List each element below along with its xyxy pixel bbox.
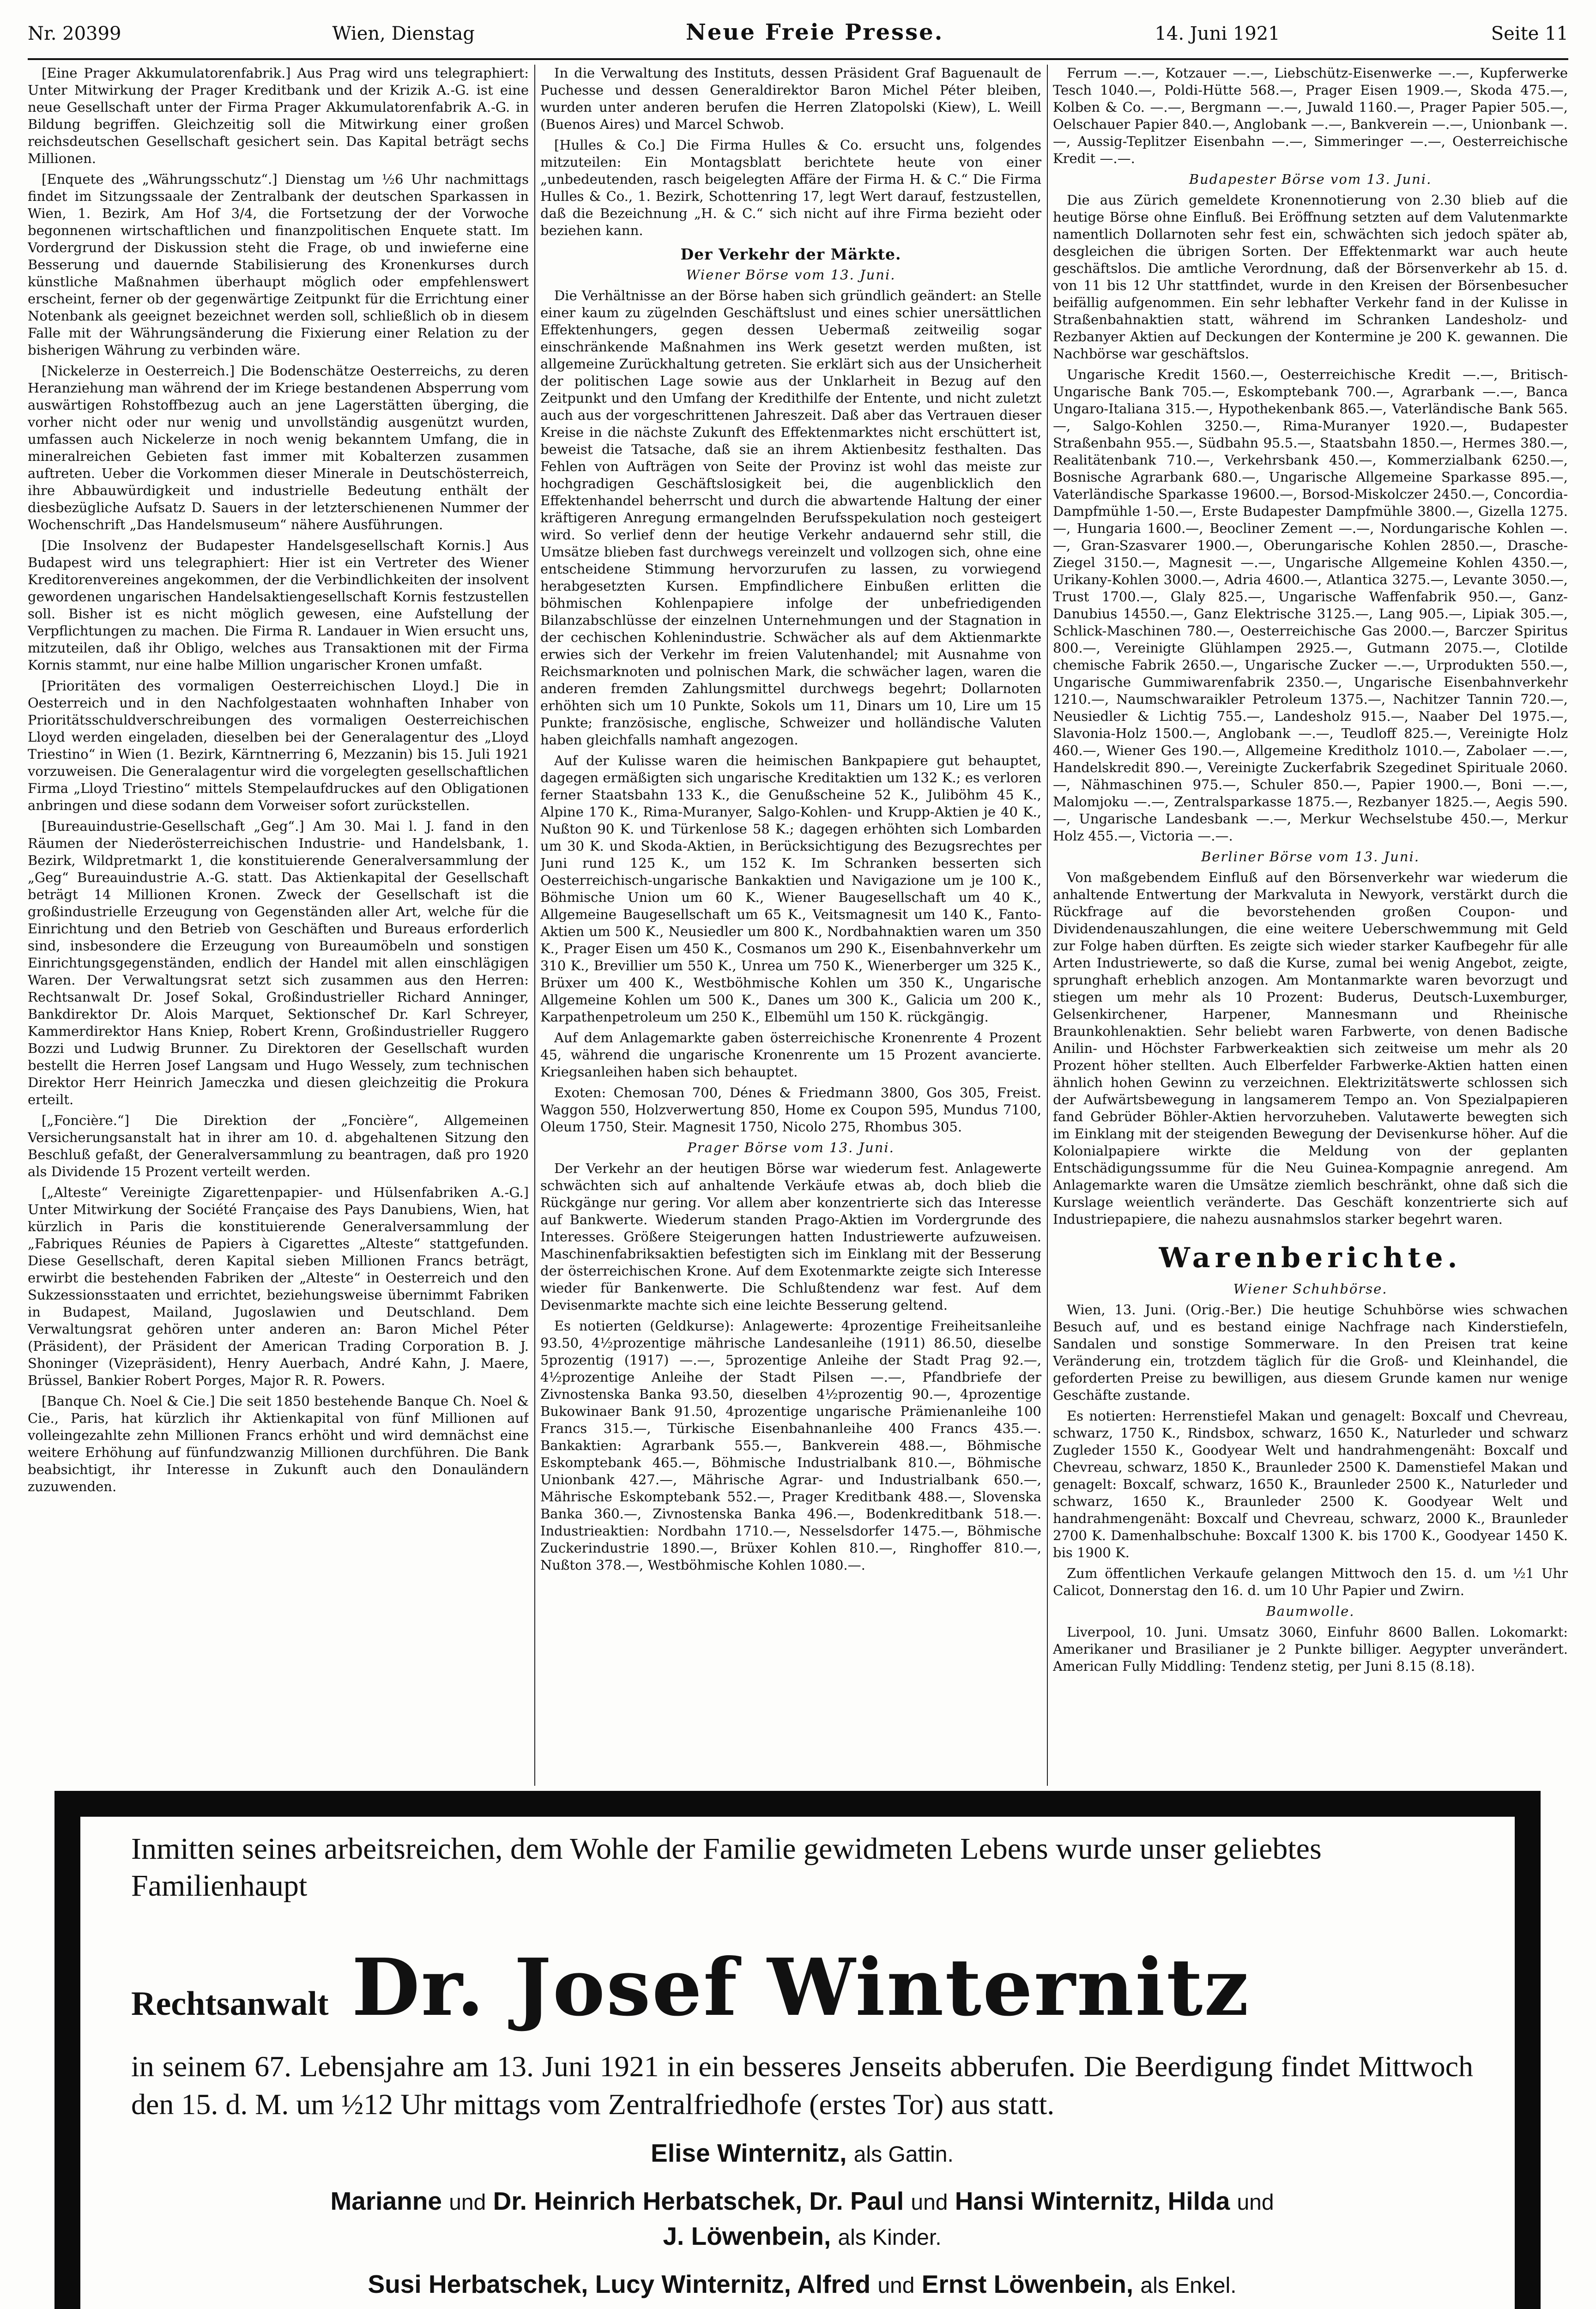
section-heading: Warenberichte. [1159, 1242, 1462, 1274]
article-paragraph: Es notierten (Geldkurse): Anlagewerte: 4prozentige Freiheitsanleihe 93.50, 4½prozentige mährische Landesanleihe (1911) 86.50, dieselbe 5prozentig (1917) —.—, 5prozentige Anleihe der Stadt Prag 92.—, 4½prozentige Anleihe der Stadt Pilsen —.—, Pfandbriefe der Zivnostenska Banka 93.50, dieselben 4½prozentig 90.—, 4prozentige Bukowinaer Bank 91.50, 4prozentige ungarische Prämienanleihe 100 Francs 315.—, Türkische Eisenbahnanleihe 400 Francs 435.—. Bankaktien: Agrarbank 555.—, Bankverein 488.—, Böhmische Eskomptebank 465.—, Böhmische Industrialbank 810.—, Böhmische Unionbank 427.—, Mährische Agrar- und Industrialbank 650.—, Mährische Eskomptebank 552.—, Prager Kreditbank 488.—, Slovenska Banka 360.—, Zivnostenska Banka 496.—, Bodenkreditbank 518.—. Industrieaktien: Nordbahn 1710.—, Nesselsdorfer 1475.—, Böhmische Zuckerindustrie 1890.—, Brüxer Kohlen 810.—, Ringhoffer 810.—, Nußton 378.—, Westböhmische Kohlen 1080.—. [540, 1318, 1041, 1573]
article-paragraph: [Prioritäten des vormaligen Oesterreichischen Lloyd.] Die in Oesterreich und in den Nachfolgestaaten wohnhaften Inhaber von Prioritätsschuldverschreibungen des vormaligen Oesterreichischen Lloyd werden eingeladen, dieselben bei der Generalagentur des „Lloyd Triestino“ in Wien (1. Bezirk, Kärntnerring 6, Mezzanin) bis 15. Juli 1921 vorzuweisen. Die Generalagentur wird die vorgelegten gesellschaftlichen Firma „Lloyd Triestino“ mittels Stempelaufdruckes auf den Obligationen anbringen und diese sodann dem Vorweiser sofort zurückstellen. [28, 678, 529, 813]
children-role: als Kinder. [838, 2225, 942, 2250]
article-paragraph: In die Verwaltung des Instituts, dessen Präsident Graf Baguenault de Puchesse und dessen Generaldirektor Baron Michel Péter bleiben, wurden unter anderen berufen die Herren Zlatopolski (Kiew), L. Weill (Buenos Aires) und Marcel Schwob. [540, 65, 1041, 132]
child-name: Dr. Heinrich Herbatschek, Dr. Paul [493, 2187, 904, 2215]
article-paragraph: Ungarische Kredit 1560.—, Oesterreichische Kredit —.—, Britisch-Ungarische Bank 705.—, Eskomptebank 700.—, Agrarbank —.—, Banca Ungaro-Italiana 315.—, Hypothekenbank 865.—, Vaterländische Bank 565.—, Salgo-Kohlen 3250.—, Rima-Muranyer 1920.—, Budapester Straßenbahn 955.—, Südbahn 95.5.—, Staatsbahn 1850.—, Hermes 380.—, Realitätenbank 710.—, Verkehrsbank 450.—, Kommerzialbank 6250.—, Bosnische Agrarbank 680.—, Ungarische Allgemeine Sparkasse 895.—, Vaterländische Sparkasse 19600.—, Borsod-Miskolczer 2450.—, Concordia-Dampfmühle 1-50.—, Erste Budapester Dampfmühle 3800.—, Gizella 1275.—, Hungaria 1600.—, Beocliner Zement —.—, Nordungarische Kohlen —.—, Gran-Szasvarer 1900.—, Oberungarische Kohlen 2850.—, Drasche-Ziegel 3150.—, Magnesit —.—, Ungarische Allgemeine Kohlen 4350.—, Urikany-Kohlen 3000.—, Adria 4600.—, Atlantica 3275.—, Levante 3050.—, Trust 1700.—, Glaly 825.—, Ungarische Waffenfabrik 950.—, Ganz-Danubius 14550.—, Ganz Elektrische 3125.—, Lang 905.—, Lipiak 305.—, Schlick-Maschinen 780.—, Oesterreichische Gas 2000.—, Barczer Spiritus 800.—, Vereinigte Glühlampen 2925.—, Gutmann 2075.—, Clotilde chemische Fabrik 2650.—, Ungarische Zucker —.—, Urprodukten 550.—, Ungarische Gummiwarenfabrik 2350.—, Ungarische Eisenbahnverkehr 1210.—, Naumschwaraikler Petroleum 1375.—, Nachitzer Tannin 720.—, Neusiedler & Lichtig 755.—, Landesholz 915.—, Naaber Del 1975.—, Slavonia-Holz 1500.—, Anglobank —.—, Teudloff 825.—, Vereinigte Holz 460.—, Wiener Ges 190.—, Allgemeine Kreditholz 1010.—, Zabolaer —.—, Handelskredit 890.—, Vereinigte Zuckerfabrik Szegedinet Spirituale 2060.—, Nähmaschinen 975.—, Schuler 850.—, Papier 1900.—, Boni —.—, Malomjoku —.—, Zentralsparkasse 1875.—, Rezbanyer 1825.—, Aegis 590.—, Ungarische Landesbank —.—, Merkur Wechselstube 450.—, Merkur Holz 455.—, Victoria —.—. [1053, 367, 1568, 844]
article-paragraph: [Die Insolvenz der Budapester Handelsgesellschaft Kornis.] Aus Budapest wird uns telegraphiert: Hier ist ein Vertreter des Wiener Kreditorenvereines angekommen, der die Verbindlichkeiten der insolvent gewordenen ungarischen Handelsaktiengesellschaft Kornis festzustellen soll. Bisher ist es nicht möglich gewesen, eine Aufstellung der Verpflichtungen zu machen. Die Firma R. Landauer in Wien ersucht uns, mitzuteilen, daß ihr Obligo, welches aus Transaktionen mit der Firma Kornis stammt, nur eine halbe Million ungarischer Kronen umfaßt. [28, 538, 529, 673]
article-paragraph: Es notierten: Herrenstiefel Makan und genagelt: Boxcalf und Chevreau, schwarz, 1750 K., Rindsbox, schwarz, 1650 K., Naturleder und schwarz Zugleder 1550 K., Goodyear Welt und handrahmengenäht: Boxcalf und Chevreau, schwarz, 1850 K., Braunleder 2500 K. Damenstiefel Makan und genagelt: Boxcalf, schwarz, 1650 K., Braunleder 2500 K., Naturleder und schwarz, 1650 K., Braunleder 2500 K. Goodyear Welt und handrahmengenäht: Boxcalf und Chevreau, schwarz, 2000 K., Braunleder 2700 K. Damenhalbschuhe: Boxcalf 1300 K. bis 1700 K., Goodyear 1450 K. bis 1900 K. [1053, 1408, 1568, 1560]
column-3 [1053, 65, 1568, 1786]
child-name: J. Löwenbein, [663, 2222, 831, 2250]
article-paragraph: Die aus Zürich gemeldete Kronennotierung von 2.30 blieb auf die heutige Börse ohne Einfluß. Bei Eröffnung setzten auf dem Valutenmarkte namentlich Dollarnoten sehr fest ein, schwächten sich jedoch später ab, desgleichen die übrigen Sorten. Der Effektenmarkt war auch heute geschäftslos. Die amtliche Verordnung, daß der Börsenverkehr ab 15. d. von 11 bis 12 Uhr stattfindet, wurde in den Kreisen der Börsenbesucher beifällig aufgenommen. Ein sehr lebhafter Verkehr fand in der Kulisse in Straßenbahnaktien statt, während im Schranken Landesholz- und Rezbanyer Aktien auf Deckungen der Kontermine je 200 K. gewannen. Die Nachbörse war geschäftslos. [1053, 192, 1568, 362]
article-paragraph: Liverpool, 10. Juni. Umsatz 3060, Einfuhr 8600 Ballen. Lokomarkt: Amerikaner und Brasilianer je 2 Punkte billiger. Aegypter unverändert. American Fully Middling: Tendenz stetig, per Juni 8.15 (8.18). [1053, 1624, 1568, 1674]
article-paragraph: [„Foncière.“] Die Direktion der „Foncière“, Allgemeinen Versicherungsanstalt hat in ihrer am 10. d. abgehaltenen Sitzung den Beschluß gefaßt, der Generalversammlung zu beantragen, daß pro 1920 als Dividende 15 Prozent verteilt werden. [28, 1112, 529, 1179]
mourners-children [131, 2184, 1473, 2255]
notice-intro: Inmitten seines arbeitsreichen, dem Wohle der Familie gewidmeten Lebens wurde unser geliebtes Familienhaupt [131, 1832, 1322, 1903]
page-number: Seite 11 [1491, 23, 1568, 44]
column-1 [28, 65, 529, 1786]
page-header [0, 0, 1596, 60]
article-paragraph: [Banque Ch. Noel & Cie.] Die seit 1850 bestehende Banque Ch. Noel & Cie., Paris, hat kürzlich ihr Aktienkapital von fünf Millionen auf volleingezahlte zehn Millionen Francs erhöht und wird demnächst eine weitere Erhöhung auf fünfundzwanzig Millionen durchführen. Die Bank beabsichtigt, ihr Interesse in Zukunft auch den Donauländern zuzuwenden. [28, 1393, 529, 1494]
column-divider [1047, 65, 1048, 1786]
child-name: Hansi Winternitz, Hilda [955, 2187, 1230, 2215]
newspaper-title: Neue Freie Presse. [686, 19, 944, 45]
article-paragraph: [„Alteste“ Vereinigte Zigarettenpapier- und Hülsenfabriken A.-G.] Unter Mitwirkung der Société Française des Pays Danubiens, Wien, hat kürzlich in Paris die konstituierende Generalversammlung der „Fabriques Réunies de Papiers à Cigarettes „Alteste“ stattgefunden. Diese Gesellschaft, deren Kapital sieben Millionen Francs beträgt, erwirbt die bestehenden Fabriken der „Alteste“ in Oesterreich und den Sukzessionsstaaten und errichtet, beziehungsweise übernimmt Fabriken in Budapest, Mailand, Jugoslawien und Deutschland. Dem Verwaltungsrat gehören unter anderen an: Baron Michel Péter (Präsident), der Präsident der American Trading Corporation B. J. Shoninger (Vizepräsident), Henry Auerbach, André Kahn, J. Maere, Brüssel, Bankier Robert Porges, Major R. R. Powers. [28, 1185, 529, 1388]
article-paragraph: Auf dem Anlagemarkte gaben österreichische Kronenrente 4 Prozent 45, während die ungarische Kronenrente um 15 Prozent avancierte. Kriegsanleihen haben sich behauptet. [540, 1030, 1041, 1080]
article-paragraph: Die Verhältnisse an der Börse haben sich gründlich geändert: an Stelle einer kaum zu zügelnden Geschäftslust und eines schier unersättlichen Effektenhungers, gegen dessen Uebermaß zeitweilig sogar einschränkende Maßnahmen ins Werk gesetzt werden mußten, ist allgemeine Zurückhaltung getreten. Sie erklärt sich aus der Unsicherheit der politischen Lage sowie aus der Unklarheit in Bezug auf den Zeitpunkt und den Umfang der Kredithilfe der Entente, und nicht zuletzt auch aus der vorgeschrittenen Jahreszeit. Daß aber das Vertrauen dieser Kreise in die nächste Zukunft des Effektenmarktes nicht erschüttert ist, beweist die Tatsache, daß sie an ihrem Aktienbesitz festhalten. Das Fehlen von Aufträgen von Seite der Provinz ist wohl das meiste zur hochgradigen Geschäftslosigkeit bei, die augenblicklich den Effektenhandel beherrscht und durch die abwartende Haltung der einer kräftigeren Anregung ermangelnden Berufsspekulation noch gesteigert wird. So verlief denn der heutige Verkehr andauernd sehr still, die Umsätze blieben fast durchwegs vereinzelt und vollzogen sich, ohne eine entscheidene Stimmung hervorzurufen zu lassen, zu vorwiegend herabgesetzten Kursen. Empfindlichere Einbußen erlitten die böhmischen Kohlenpapiere infolge der unbefriedigenden Bilanzabschlüsse der einzelnen Unternehmungen und der Stagnation in der cechischen Kohlenindustrie. Schwächer als auf dem Aktienmarkte erwies sich der Verkehr im freien Valutenhandel; mit Ausnahme von Reichsmarknoten und polnischen Mark, die schwächer lagen, waren die anderen fremden Zahlungsmittel durchwegs begehrt; Dollarnoten erhöhten sich um 10 Punkte, Sokols um 11, Dinars um 10, Lire um 15 Punkte; französische, englische, Schweizer und holländische Valuten haben gleichfalls namhaft angezogen. [540, 288, 1041, 748]
death-notice [54, 1791, 1541, 2309]
deceased-name: Dr. Josef Winternitz [351, 1941, 1250, 2034]
column-2 [540, 65, 1041, 1786]
article-heading: Berliner Börse vom 13. Juni. [1201, 849, 1420, 864]
article-paragraph: [Hulles & Co.] Die Firma Hulles & Co. ersucht uns, folgendes mitzuteilen: Ein Montagsblatt berichtete heute von einer „unbedeutenden, rasch beigelegten Affäre der Firma H. & C.“ Die Firma Hulles & Co., 1. Bezirk, Schottenring 17, legt Wert darauf, festzustellen, daß die Bezeichnung „H. & C.“ sich nicht auf ihre Firma bezieht oder beziehen kann. [540, 137, 1041, 238]
article-paragraph: Exoten: Chemosan 700, Dénes & Friedmann 3800, Gos 305, Freist. Waggon 550, Holzverwertung 850, Home ex Coupon 595, Mundus 7100, Oleum 1750, Steir. Magnesit 1750, Nicolo 275, Rhombus 305. [540, 1085, 1041, 1135]
issue-number: Nr. 20399 [28, 23, 121, 44]
article-paragraph: [Eine Prager Akkumulatorenfabrik.] Aus Prag wird uns telegraphiert: Unter Mitwirkung der Prager Kreditbank und der Krizik A.-G. ist eine neue Gesellschaft unter der Firma Prager Akkumulatorenfabrik A.-G. in Bildung begriffen. Gleichzeitig soll die Mitwirkung einer großen reichsdeutschen Gesellschaft gesichert sein. Das Kapital beträgt sechs Millionen. [28, 65, 529, 166]
article-heading: Prager Börse vom 13. Juni. [687, 1140, 895, 1155]
article-paragraph: Der Verkehr an der heutigen Börse war wiederum fest. Anlagewerte schwächten sich auf anhaltende Verkäufe etwas ab, doch blieb die Rückgänge nur gering. Vor allem aber konzentrierte sich das Interesse auf Bankwerte. Wiederum standen Prago-Aktien im Vordergrunde des Interesses. Größere Steigerungen hatten Industriewerte aufzuweisen. Maschinenfabriksaktien befestigten sich im Einklang mit der Besserung der österreichischen Krone. Auf dem Exotenmarkte zeigte sich Interesse wieder für Bankenwerte. Die Schlußtendenz war fest. Auf dem Devisenmarkte machte sich eine leichte Besserung geltend. [540, 1161, 1041, 1313]
notice-profession: Rechtsanwalt [131, 1985, 329, 2023]
conjunction: und [1237, 2190, 1274, 2215]
article-paragraph: [Bureauindustrie-Gesellschaft „Geg“.] Am 30. Mai l. J. fand in den Räumen der Niederösterreichischen Industrie- und Handelsbank, 1. Bezirk, Wildpretmarkt 1, die konstituierende Generalversammlung der „Geg“ Bureauindustrie A.-G. statt. Das Aktienkapital der Gesellschaft beträgt 14 Millionen Kronen. Zweck der Gesellschaft ist die großindustrielle Erzeugung von Gegenständen aller Art, welche für die Einrichtung und den Betrieb von Geschäften und Bureaus erforderlich sind, insbesondere die Erzeugung von Bureaumöbeln und sonstigen Einrichtungsgegenständen, endlich der Handel mit allen einschlägigen Waren. Der Verwaltungsrat setzt sich zusammen aus den Herren: Rechtsanwalt Dr. Josef Sokal, Großindustrieller Richard Anninger, Bankdirektor Dr. Alois Marquet, Sektionschef Dr. Karl Schreyer, Kammerdirektor Hans Kniep, Robert Krenn, Großindustrieller Ruggero Bozzi und Ludwig Brunner. Zu Direktoren der Gesellschaft wurden bestellt die Herren Josef Langsam und Hugo Wessely, zum technischen Direktor Herr Heinrich Jameczka und diesen gleichzeitig die Prokura erteilt. [28, 818, 529, 1107]
article-heading: Baumwolle. [1266, 1603, 1355, 1619]
issue-date: 14. Juni 1921 [1155, 23, 1280, 44]
article-paragraph: [Nickelerze in Oesterreich.] Die Bodenschätze Oesterreichs, zu deren Heranziehung man während der im Kriege bestandenen Absperrung vom auswärtigen Rohstoffbezug auch an jene Lagerstätten überging, die vorher nicht oder nur wenig und unvollständig ausgenützt wurden, umfassen auch Nickelerze in noch wenig bekanntem Umfang, die in mineralreichen Gebieten fast immer mit Kobalterzen zusammen auftreten. Ueber die Vorkommen dieser Minerale in Deutschösterreich, ihre Abbauwürdigkeit und industrielle Bedeutung enthält der diesbezügliche Aufsatz D. Sauers in der letzterschienenen Nummer der Wochenschrift „Das Handelsmuseum“ nähere Ausführungen. [28, 363, 529, 532]
article-paragraph: [Enquete des „Währungsschutz“.] Dienstag um ½6 Uhr nachmittags findet im Sitzungssaale der Zentralbank der deutschen Sparkassen in Wien, 1. Bezirk, Am Hof 3/4, die Fortsetzung der der Vorwoche begonnenen wirtschaftlichen und finanzpolitischen Enquete statt. Im Vordergrund der Diskussion steht die Frage, ob und inwieferne eine Besserung und dauernde Stabilisierung des Kronenkurses durch künstliche Maßnahmen überhaupt möglich oder empfehlenswert erscheint, ferner ob der gegenwärtige Zeitpunkt für die Errichtung einer Notenbank als geeignet bezeichnet werden soll, schließlich ob in diesem Falle mit der Währungsänderung die Fixierung einer Relation zu der bisherigen Währung zu verbinden wäre. [28, 171, 529, 358]
article-paragraph: Wien, 13. Juni. (Orig.-Ber.) Die heutige Schuhbörse wies schwachen Besuch auf, und es bestand einige Nachfrage nach Kinderstiefeln, Sandalen und sonstige Sommerware. In den Preisen trat keine Veränderung ein, trotzdem täglich für die Groß- und Kleinhandel, die geforderten Preise zu bewilligen, aus diesem Grunde kamen nur wenige Geschäfte zustande. [1053, 1302, 1568, 1403]
section-heading: Der Verkehr der Märkte. [680, 245, 901, 263]
article-paragraph: Von maßgebendem Einfluß auf den Börsenverkehr war wiederum die anhaltende Entwertung der Markvaluta in Newyork, verstärkt durch die Rückfrage auf die bevorstehenden großen Coupon- und Dividendenauszahlungen, die eine weitere Ueberschwemmung mit Geld zur Folge haben dürften. Es zeigte sich wieder starker Kaufbegehr für alle Arten Industriewerte, so daß die Kurse, zumal bei wenig Angebot, zeigte, sprunghaft erheblich anzogen. Am Montanmarkte waren bevorzugt und stiegen um mehr als 10 Prozent: Buderus, Deutsch-Luxemburger, Gelsenkirchener, Harpener, Mannesmann und Rheinische Braunkohlenaktien. Sehr beliebt waren Farbwerte, von denen Badische Anilin- und Höchster Farbwerkeaktien sich zeitweise um mehr als 20 Prozent höher stellten. Auch Elberfelder Farbwerke-Aktien hatten einen ähnlich hohen Gewinn zu verzeichnen. Elektrizitätswerte schlossen sich der Aufwärtsbewegung in langsamerem Tempo an. Von Spezialpapieren fand Gebrüder Böhler-Aktien hervorzuheben. Valutawerte bewegten sich im Einklang mit der steigenden Bewegung der Devisenkurse höher. Auf die Kolonialpapiere wirkte die Meldung von der geplanten Entschädigungssumme für die Neu Guinea-Kompagnie anregend. Am Anlagemarkte waren die Umsätze ziemlich beschränkt, ohne daß sich die Kurslage weientlich veränderte. Das Geschäft konzentrierte sich auf Industriepapiere, die nahezu ausnahmslos starker begehrt waren. [1053, 870, 1568, 1227]
mourners-widow [131, 2136, 1473, 2171]
conjunction: und [877, 2273, 915, 2298]
conjunction: und [449, 2190, 486, 2215]
article-heading: Wiener Börse vom 13. Juni. [686, 267, 896, 283]
child-name: Marianne [330, 2187, 442, 2215]
article-paragraph: Ferrum —.—, Kotzauer —.—, Liebschütz-Eisenwerke —.—, Kupferwerke Tesch 1040.—, Poldi-Hütte 568.—, Prager Eisen 1909.—, Skoda 475.—, Kolben & Co. —.—, Bergmann —.—, Juwald 1160.—, Prager Papier 505.—, Oelschauer Papier 840.—, Anglobank —.—, Bankverein —.—, Unionbank —.—, Aussig-Teplitzer Eisenbahn —.—, Simmeringer —.—, Oesterreichische Kredit —.—. [1053, 65, 1568, 166]
article-heading: Budapester Börse vom 13. Juni. [1189, 171, 1432, 187]
column-divider [534, 65, 535, 1786]
widow-name: Elise Winternitz, [651, 2139, 847, 2167]
article-paragraph: Zum öffentlichen Verkaufe gelangen Mittwoch den 15. d. um ½1 Uhr Calicot, Donnerstag den 16. d. um 10 Uhr Papier und Zwirn. [1053, 1566, 1568, 1598]
grandchild-name: Ernst Löwenbein, [921, 2270, 1134, 2298]
conjunction: und [911, 2190, 948, 2215]
mourners-grandchildren [131, 2267, 1473, 2303]
widow-role: als Gattin. [853, 2142, 954, 2167]
notice-body: in seinem 67. Lebensjahre am 13. Juni 1921 in ein besseres Jenseits abberufen. Die Beerdigung findet Mittwoch den 15. d. M. um ½12 Uhr mittags vom Zentralfriedhofe (erstes Tor) aus statt. [131, 2050, 1473, 2121]
notice-name-line [131, 1941, 1473, 2034]
place-date: Wien, Dienstag [332, 23, 475, 44]
article-heading: Wiener Schuhbörse. [1233, 1281, 1388, 1297]
grandchildren-role: als Enkel. [1140, 2273, 1237, 2298]
grandchild-name: Susi Herbatschek, Lucy Winternitz, Alfred [368, 2270, 871, 2298]
article-paragraph: Auf der Kulisse waren die heimischen Bankpapiere gut behauptet, dagegen ermäßigten sich ungarische Kreditaktien um 132 K.; es verloren ferner Staatsbahn 133 K., die Genußscheine 52 K., Juliböhm 45 K., Alpine 170 K., Rima-Muranyer, Salgo-Kohlen- und Krupp-Aktien je 40 K., Nußton 90 K. und Türkenlose 58 K.; dagegen erhöhten sich Lombarden um 30 K. und Skoda-Aktien, in Berücksichtigung des Bezugsrechtes per Juni rund 125 K., um 152 K. Im Schranken besserten sich Oesterreichisch-ungarische Bankaktien und Navigazione um je 100 K., Böhmische Union um 60 K., Wiener Baugesellschaft um 40 K., Allgemeine Baugesellschaft um 65 K., Veitsmagnesit um 140 K., Fanto-Aktien um 500 K., Neusiedler um 800 K., Nordbahnaktien waren um 350 K., Prager Eisen um 450 K., Cosmanos um 290 K., Eisenbahnverkehr um 310 K., Brevillier um 550 K., Unrea um 750 K., Wienerberger um 325 K., Brüxer um 400 K., Westböhmische Kohlen um 350 K., Ungarische Allgemeine Kohlen um 500 K., Danes um 300 K., Galicia um 200 K., Karpathenpetroleum um 250 K., Elbemühl um 150 K. rückgängig. [540, 753, 1041, 1025]
header-rule [28, 58, 1568, 60]
